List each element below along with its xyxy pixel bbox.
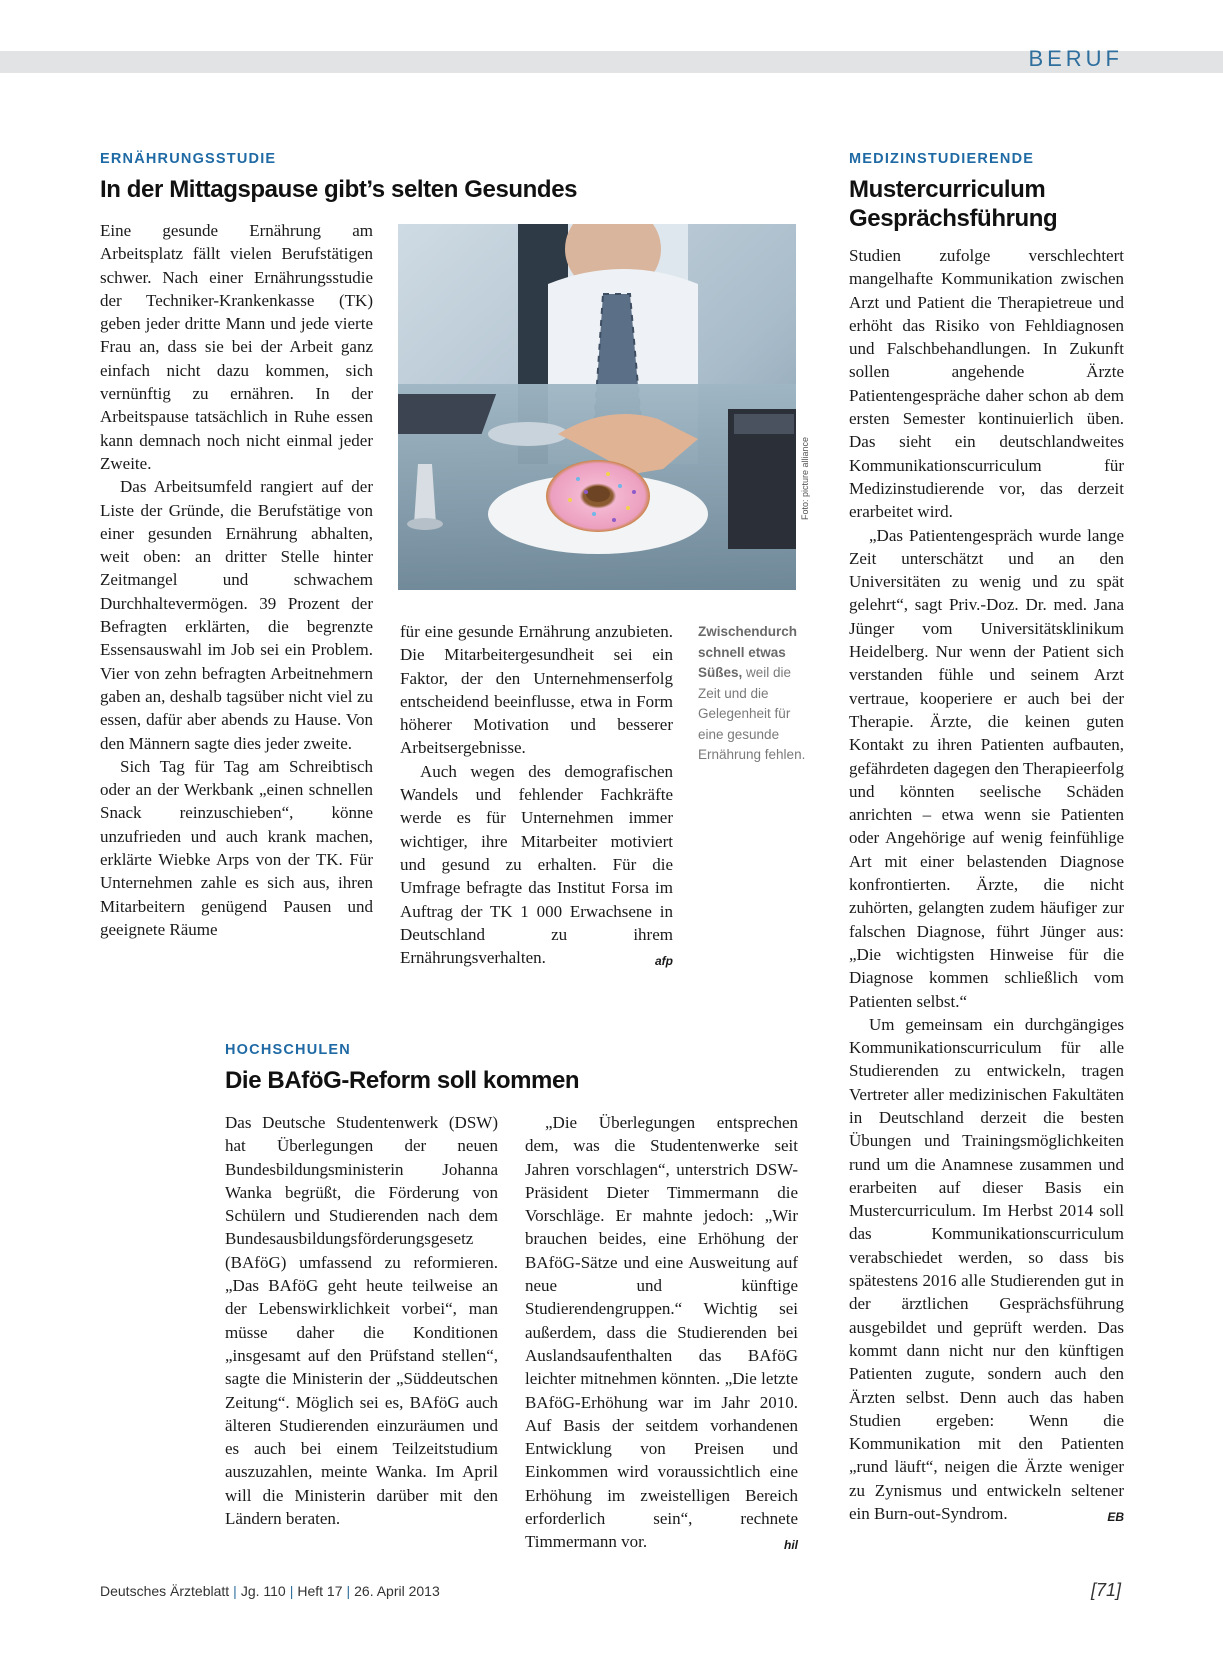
paragraph: Das Arbeitsumfeld rangiert auf der Liste der Gründe, die Berufstätige von einer gesunden Ernährung abhalten, weit oben: an dritter Stelle hinter Zeitmangel und schwachem Durchhaltevermögen. 39 Prozent der Befragten erklärten, die begrenzte Essensauswahl im Job sei ein Problem. Vier von zehn befragten Arbeitnehmern gaben an, deshalb tagsüber nicht viel zu essen, dafür aber abends zu Hause. Von den Männern sagte dies jeder zweite. bbox=[100, 477, 373, 753]
footer-citation bbox=[100, 1583, 440, 1599]
section-label: BERUF bbox=[1028, 46, 1123, 71]
issue: Heft 17 bbox=[297, 1583, 343, 1599]
paragraph: Sich Tag für Tag am Schreibtisch oder an der Werkbank „einen schnellen Snack reinzuschieben“, könne unzufrieden und auch krank machen, erklärte Wiebke Arps von der TK. Für Unternehmen zahle es sich aus, ihren Mitarbeitern genügend Pausen und geeignete Räume bbox=[100, 756, 373, 939]
issue-date: 26. April 2013 bbox=[354, 1583, 440, 1599]
separator: | bbox=[289, 1583, 294, 1599]
paragraph: Eine gesunde Ernährung am Arbeitsplatz fällt vielen Berufstätigen schwer. Nach einer Ernährungsstudie der Techniker-Krankenkasse (TK) geben jeder dritte Mann und jede vierte Frau an, dass sie bei der Arbeit ganz einfach nicht dazu kommen, sich vernünftig zu ernähren. In der Arbeitspause tatsächlich in Ruhe essen kann demnach noch nicht einmal jeder Zweite. bbox=[100, 221, 373, 473]
signature: afp bbox=[655, 954, 673, 969]
caption-lead: Zwischendurch schnell etwas Süßes, bbox=[698, 624, 798, 680]
article3-headline bbox=[849, 175, 1139, 233]
article3-kicker: MEDIZINSTUDIERENDE bbox=[849, 151, 1035, 167]
article1-headline: In der Mittagspause gibt’s selten Gesundes bbox=[100, 176, 578, 203]
separator: | bbox=[233, 1583, 237, 1599]
article1-photo bbox=[398, 224, 796, 590]
article2-column-2 bbox=[525, 1111, 798, 1558]
signature: EB bbox=[1107, 1510, 1124, 1525]
paragraph bbox=[400, 760, 673, 970]
article1-column-1 bbox=[100, 219, 373, 941]
page-number: [71] bbox=[1090, 1580, 1121, 1600]
article2-column-1 bbox=[225, 1111, 498, 1530]
signature: hil bbox=[784, 1538, 798, 1553]
article3-column bbox=[849, 244, 1124, 1529]
paragraph: Studien zufolge verschlechtert mangelhafte Kommunikation zwischen Arzt und Patient die Therapietreue und erhöht das Risiko von Fehldiagnosen und Falschbehandlungen. In Zukunft sollen angehende Ärzte Patientengespräche daher schon ab dem ersten Semester kontinuierlich üben. Das sieht ein deutschlandweites Kommunikationscurriculum für Medizinstudierende vor, das derzeit erarbeitet wird. bbox=[849, 246, 1124, 522]
paragraph: Das Deutsche Studentenwerk (DSW) hat Überlegungen der neuen Bundesbildungsministerin Johanna Wanka begrüßt, die Förderung von Schülern und Studierenden nach dem Bundesausbildungsförderungsgesetz (BAföG) umfassend zu reformieren. „Das BAföG geht heute teilweise an der Lebenswirklichkeit vorbei“, man müsse daher die Konditionen „insgesamt auf den Prüfstand stellen“, sagte die Ministerin der „Süddeutschen Zeitung“. Möglich sei es, BAföG auch älteren Studierenden einzuräumen und es auch bei einem Teilzeitstudium auszuzahlen, meinte Wanka. Im April will die Ministerin darüber mit den Ländern beraten. bbox=[225, 1113, 498, 1529]
donut-office-photo bbox=[398, 224, 796, 590]
paragraph-text: Auch wegen des demografischen Wandels und fehlender Fachkräfte werde es für Unternehmen immer wichtiger, ihre Mitarbeiter motiviert und gesund zu erhalten. Für die Umfrage befragte das Institut Forsa im Auftrag der TK 1 000 Erwachsene in Deutschland zu ihrem Ernährungsverhalten. bbox=[400, 761, 673, 968]
article1-kicker: ERNÄHRUNGSSTUDIE bbox=[100, 151, 277, 167]
paragraph: für eine gesunde Ernährung anzubieten. Die Mitarbeitergesundheit sei ein Faktor, der den Unternehmenserfolg entscheidend beeinflusse, etwa in Form höherer Motivation und besserer Arbeitsergebnisse. bbox=[400, 622, 673, 758]
paragraph-text: „Die Überlegungen entsprechen dem, was die Studentenwerke seit Jahren vorschlagen“, unterstrich DSW-Präsident Dieter Timmermann die Vorschläge. Er mahnte jedoch: „Wir brauchen beides, eine Erhöhung der BAföG-Sätze und eine Ausweitung auf neue und künftige Studierendengruppen.“ Wichtig sei außerdem, dass die Studierenden bei Auslandsaufenthalten das BAföG leichter mitnehmen könnten. „Die letzte BAföG-Erhöhung war im Jahr 2010. Auf Basis der seitdem vorhandenen Entwicklung von Preisen und Einkommen wird voraussichtlich eine Erhöhung im zweistelligen Bereich erforderlich sein“, rechnete Timmermann vor. bbox=[525, 1113, 798, 1552]
paragraph: „Das Patientengespräch wurde lange Zeit unterschätzt und an den Universitäten zu wenig und zu spät gelehrt“, sagt Priv.-Doz. Dr. med. Jana Jünger vom Universitätsklinikum Heidelberg. Nur wenn der Patient sich verstanden fühle und seinem Arzt vertraue, kooperiere er auch bei der Therapie. Ärzte, die keinen guten Kontakt zu ihren Patienten aufbauten, gefährdeten dagegen den Therapieerfolg und könnten seelische Schäden anrichten – etwa wenn sie Patienten oder Angehörige auf wenig feinfühlige Art mit einer belastenden Diagnose konfrontierten. Ärzte, die nicht zuhörten, gelangten zudem häufiger zur falschen Diagnose, führt Jünger aus: „Die wichtigsten Hinweise für die Diagnose kommen schließlich vom Patienten selbst.“ bbox=[849, 525, 1124, 1011]
photo-caption bbox=[698, 622, 806, 766]
article2-headline: Die BAföG-Reform soll kommen bbox=[225, 1067, 580, 1094]
headline-line: Mustercurriculum bbox=[849, 176, 1046, 203]
headline-line: Gesprächsführung bbox=[849, 205, 1058, 232]
caption-text: weil die Zeit und die Gelegenheit für eine gesunde Ernährung fehlen. bbox=[698, 665, 806, 762]
paragraph bbox=[849, 1013, 1124, 1526]
photo-credit: Foto: picture alliance bbox=[800, 436, 810, 520]
paragraph-text: Um gemeinsam ein durchgängiges Kommunikationscurriculum für alle Studierenden zu entwickeln, tragen Vertreter aller medizinischen Fakultäten in Deutschland derzeit die besten Übungen und Trainingsmöglichkeiten rund um die Anamnese zusammen und erarbeiten auf dieser Basis ein Mustercurriculum. Im Herbst 2014 soll das Kommunikationscurriculum verabschiedet werden, so dass bis spätestens 2016 alle Studierenden gut in der ärztlichen Gesprächsführung ausgebildet und geprüft werden. Das kommt dann nicht nur den künftigen Patienten zugute, sondern auch den Ärzten selbst. Denn auch das haben Studien ergeben: Wenn die Kommunikation mit den Patienten „rund läuft“, neigen die Ärzte weniger zu Zynismus und entwickeln seltener ein Burn-out-Syndrom. bbox=[849, 1014, 1124, 1524]
article2-kicker: HOCHSCHULEN bbox=[225, 1042, 351, 1058]
journal-name: Deutsches Ärzteblatt bbox=[100, 1583, 230, 1599]
article1-column-2 bbox=[400, 620, 673, 973]
volume: Jg. 110 bbox=[240, 1583, 286, 1599]
paragraph bbox=[525, 1111, 798, 1554]
separator: | bbox=[346, 1583, 351, 1599]
